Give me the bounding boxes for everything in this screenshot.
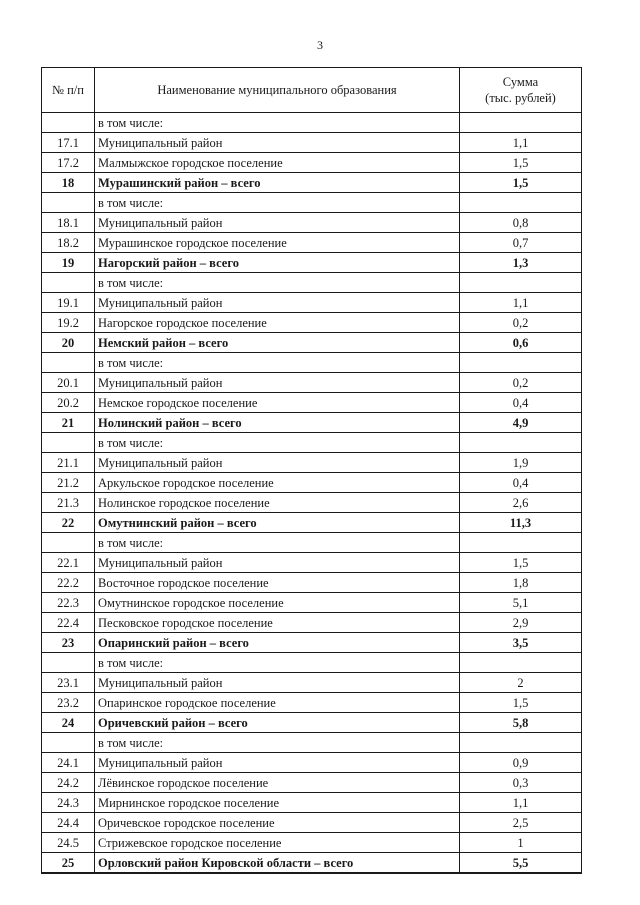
name-cell: Оричевский район – всего	[95, 713, 460, 733]
num-cell: 18.2	[42, 233, 95, 253]
name-cell: Муниципальный район	[95, 453, 460, 473]
name-cell: Оричевское городское поселение	[95, 813, 460, 833]
table-row	[42, 833, 582, 853]
page-number: 3	[317, 38, 323, 52]
sum-cell: 0,2	[460, 313, 582, 333]
table-total-row	[42, 413, 582, 433]
table-total-row	[42, 633, 582, 653]
header-sum-line2: (тыс. рублей)	[485, 91, 556, 105]
name-cell: в том числе:	[95, 273, 460, 293]
table-row	[42, 393, 582, 413]
name-cell: Нагорское городское поселение	[95, 313, 460, 333]
table-body	[42, 113, 582, 874]
sum-cell: 2	[460, 673, 582, 693]
num-cell: 21.1	[42, 453, 95, 473]
num-cell: 21	[42, 413, 95, 433]
name-cell: в том числе:	[95, 193, 460, 213]
table-row	[42, 793, 582, 813]
sum-cell	[460, 653, 582, 673]
sum-cell	[460, 273, 582, 293]
sum-cell	[460, 193, 582, 213]
num-cell: 20.2	[42, 393, 95, 413]
num-cell: 21.2	[42, 473, 95, 493]
num-cell: 20	[42, 333, 95, 353]
sum-cell: 1,1	[460, 133, 582, 153]
name-cell: Восточное городское поселение	[95, 573, 460, 593]
sum-cell: 0,7	[460, 233, 582, 253]
name-cell: в том числе:	[95, 733, 460, 753]
table-row	[42, 593, 582, 613]
sum-cell	[460, 433, 582, 453]
num-cell: 23.1	[42, 673, 95, 693]
name-cell: Немский район – всего	[95, 333, 460, 353]
name-cell: Муниципальный район	[95, 753, 460, 773]
name-cell: Муниципальный район	[95, 673, 460, 693]
name-cell: Орловский район Кировской области – всего	[95, 853, 460, 874]
sum-cell: 5,1	[460, 593, 582, 613]
sum-cell: 2,9	[460, 613, 582, 633]
sum-cell: 1,3	[460, 253, 582, 273]
num-cell: 19.2	[42, 313, 95, 333]
sum-cell: 2,5	[460, 813, 582, 833]
name-cell: Омутнинский район – всего	[95, 513, 460, 533]
num-cell: 22.4	[42, 613, 95, 633]
name-cell: Малмыжское городское поселение	[95, 153, 460, 173]
sum-cell: 0,8	[460, 213, 582, 233]
num-cell: 22	[42, 513, 95, 533]
name-cell: Муниципальный район	[95, 293, 460, 313]
name-cell: в том числе:	[95, 533, 460, 553]
num-cell: 22.1	[42, 553, 95, 573]
num-cell	[42, 113, 95, 133]
table-header-row	[42, 68, 582, 113]
sum-cell	[460, 353, 582, 373]
table-total-row	[42, 253, 582, 273]
num-cell	[42, 193, 95, 213]
table-row	[42, 453, 582, 473]
table-row	[42, 433, 582, 453]
num-cell: 21.3	[42, 493, 95, 513]
table-row	[42, 193, 582, 213]
sum-cell: 2,6	[460, 493, 582, 513]
sum-cell: 0,9	[460, 753, 582, 773]
num-cell	[42, 533, 95, 553]
name-cell: Муниципальный район	[95, 553, 460, 573]
table-row	[42, 813, 582, 833]
table-row	[42, 673, 582, 693]
table-row	[42, 533, 582, 553]
allocation-table	[41, 67, 582, 874]
num-cell: 24.4	[42, 813, 95, 833]
name-cell: Мирнинское городское поселение	[95, 793, 460, 813]
num-cell	[42, 653, 95, 673]
table-row	[42, 353, 582, 373]
num-cell: 18	[42, 173, 95, 193]
table-row	[42, 553, 582, 573]
table-row	[42, 693, 582, 713]
num-cell: 19.1	[42, 293, 95, 313]
num-cell: 24.1	[42, 753, 95, 773]
header-sum	[460, 68, 582, 113]
num-cell: 23	[42, 633, 95, 653]
name-cell: Омутнинское городское поселение	[95, 593, 460, 613]
table-row	[42, 133, 582, 153]
table-row	[42, 153, 582, 173]
name-cell: в том числе:	[95, 653, 460, 673]
table-row	[42, 773, 582, 793]
name-cell: в том числе:	[95, 113, 460, 133]
name-cell: Нолинское городское поселение	[95, 493, 460, 513]
name-cell: Нагорский район – всего	[95, 253, 460, 273]
table-row	[42, 473, 582, 493]
name-cell: Опаринское городское поселение	[95, 693, 460, 713]
table-row	[42, 113, 582, 133]
sum-cell: 4,9	[460, 413, 582, 433]
name-cell: Аркульское городское поселение	[95, 473, 460, 493]
sum-cell: 1,1	[460, 793, 582, 813]
name-cell: Мурашинское городское поселение	[95, 233, 460, 253]
num-cell	[42, 353, 95, 373]
sum-cell	[460, 113, 582, 133]
sum-cell	[460, 533, 582, 553]
header-name: Наименование муниципального образования	[95, 68, 460, 113]
sum-cell: 11,3	[460, 513, 582, 533]
sum-cell: 0,3	[460, 773, 582, 793]
table-row	[42, 293, 582, 313]
num-cell: 17.2	[42, 153, 95, 173]
num-cell: 18.1	[42, 213, 95, 233]
sum-cell: 1,5	[460, 153, 582, 173]
sum-cell: 1,8	[460, 573, 582, 593]
num-cell: 19	[42, 253, 95, 273]
num-cell: 17.1	[42, 133, 95, 153]
table-row	[42, 493, 582, 513]
sum-cell: 1,5	[460, 693, 582, 713]
sum-cell: 1,9	[460, 453, 582, 473]
table-row	[42, 653, 582, 673]
sum-cell: 1,1	[460, 293, 582, 313]
name-cell: Немское городское поселение	[95, 393, 460, 413]
table-total-row	[42, 513, 582, 533]
table-row	[42, 213, 582, 233]
sum-cell: 0,4	[460, 393, 582, 413]
name-cell: Стрижевское городское поселение	[95, 833, 460, 853]
table-total-row	[42, 333, 582, 353]
sum-cell: 3,5	[460, 633, 582, 653]
sum-cell: 5,8	[460, 713, 582, 733]
table-row	[42, 573, 582, 593]
num-cell: 24.5	[42, 833, 95, 853]
name-cell: Опаринский район – всего	[95, 633, 460, 653]
num-cell: 22.2	[42, 573, 95, 593]
sum-cell: 1	[460, 833, 582, 853]
name-cell: Мурашинский район – всего	[95, 173, 460, 193]
num-cell: 25	[42, 853, 95, 874]
table-total-row	[42, 173, 582, 193]
sum-cell: 0,2	[460, 373, 582, 393]
name-cell: в том числе:	[95, 353, 460, 373]
table-row	[42, 273, 582, 293]
num-cell: 23.2	[42, 693, 95, 713]
num-cell	[42, 273, 95, 293]
table-row	[42, 733, 582, 753]
sum-cell: 1,5	[460, 173, 582, 193]
sum-cell: 0,4	[460, 473, 582, 493]
num-cell: 22.3	[42, 593, 95, 613]
name-cell: Нолинский район – всего	[95, 413, 460, 433]
table-row	[42, 613, 582, 633]
table-row	[42, 313, 582, 333]
num-cell: 24.2	[42, 773, 95, 793]
num-cell: 24.3	[42, 793, 95, 813]
sum-cell: 1,5	[460, 553, 582, 573]
table-total-row	[42, 713, 582, 733]
name-cell: Муниципальный район	[95, 133, 460, 153]
num-cell: 20.1	[42, 373, 95, 393]
num-cell	[42, 433, 95, 453]
num-cell	[42, 733, 95, 753]
header-sum-line1: Сумма	[502, 75, 539, 89]
name-cell: Муниципальный район	[95, 213, 460, 233]
name-cell: Лёвинское городское поселение	[95, 773, 460, 793]
table-row	[42, 373, 582, 393]
name-cell: в том числе:	[95, 433, 460, 453]
name-cell: Муниципальный район	[95, 373, 460, 393]
table-total-row	[42, 853, 582, 874]
name-cell: Песковское городское поселение	[95, 613, 460, 633]
num-cell: 24	[42, 713, 95, 733]
header-num: № п/п	[42, 68, 95, 113]
table-row	[42, 233, 582, 253]
table-row	[42, 753, 582, 773]
sum-cell: 0,6	[460, 333, 582, 353]
sum-cell: 5,5	[460, 853, 582, 874]
sum-cell	[460, 733, 582, 753]
